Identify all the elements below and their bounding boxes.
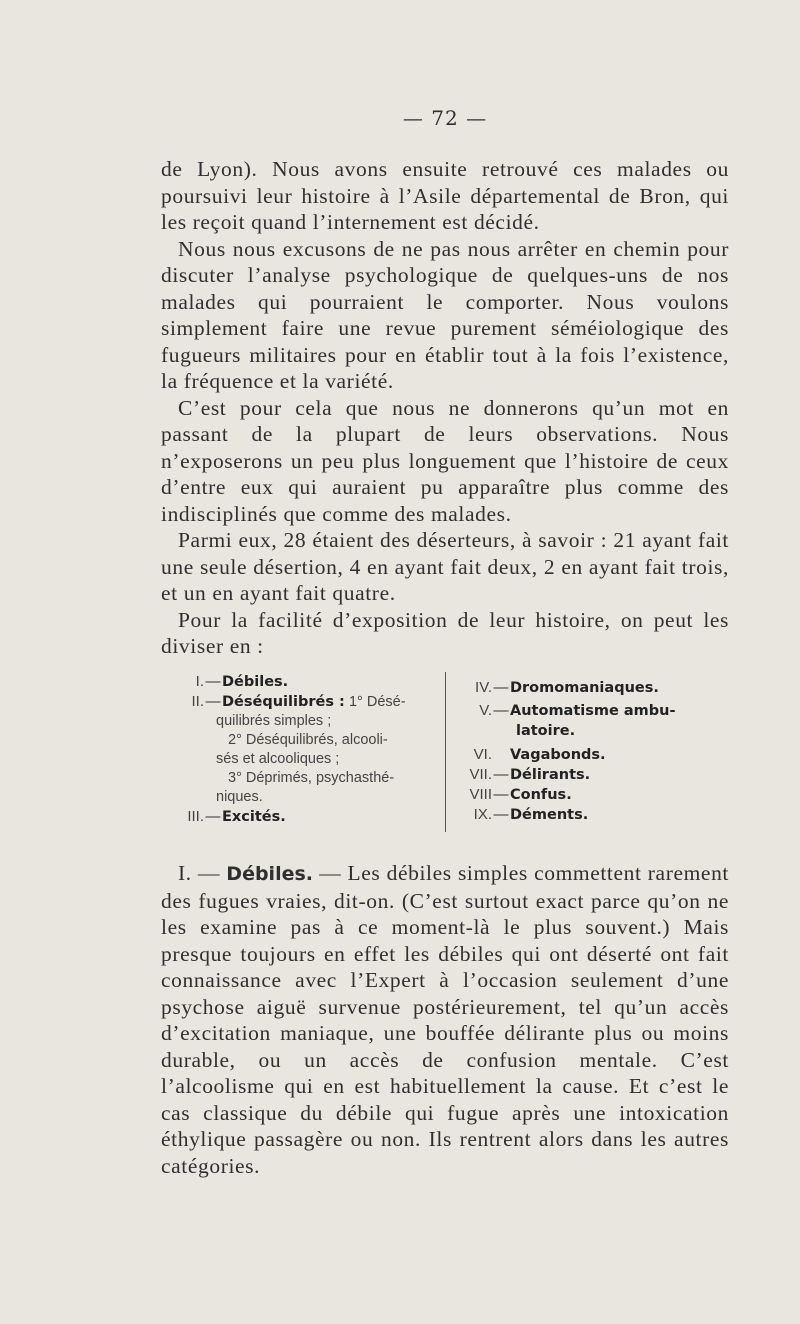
class-entry-7 (454, 765, 754, 785)
entry-label: Délirants. (510, 767, 591, 783)
entry-number: IV. (475, 679, 492, 696)
class-entry-9 (454, 805, 754, 825)
entry-subitem: 3° Déprimés, psychasthé- (228, 770, 395, 786)
entry-number: I. (195, 673, 204, 690)
entry-label: Automatisme ambu- (510, 703, 676, 719)
entry-label: Excités. (222, 809, 286, 825)
class-entry-2 (160, 692, 420, 712)
entry-dash: — (493, 806, 509, 823)
entry-label: Dromomaniaques. (510, 680, 659, 696)
class-entry-5 (454, 701, 754, 721)
entry-number: VIII (469, 786, 492, 803)
entry-label-continuation (454, 721, 754, 741)
classification-table (160, 672, 740, 832)
class-entry-3 (160, 807, 420, 827)
entry-subitem: sés et alcooliques ; (216, 751, 340, 767)
section-text: — Les débiles simples commettent rarement des fugues vraies, dit-on. (C’est surtout exact parce qu’on ne les examine pas à ce moment-là le plus souvent.) Mais presque toujours en effet les débiles qui ont déserté ont fait connaissance avec l’Expert à l’occasion seulement d’une psychose aiguë survenue postérieurement, tel qu’un accès d’excitation maniaque, une bouffée délirante plus ou moins durable, ou un accès de confusion mentale. C’est l’alcoolisme qui en est habituellement la cause. Et c’est le cas classique du débile qui fugue après une intoxication éthylique passagère ou non. Ils rentrent alors dans les autres catégories. (161, 861, 729, 1178)
entry-dash: — (493, 702, 509, 719)
section-heading: Débiles. (226, 863, 313, 885)
paragraph: Parmi eux, 28 étaient des déserteurs, à savoir : 21 ayant fait une seule désertion, 4 en ayant fait deux, 2 en ayant fait trois, et un en ayant fait quatre. (161, 528, 729, 605)
paragraph: C’est pour cela que nous ne donnerons qu’un mot en passant de la plupart de leurs observations. Nous n’exposerons un peu plus longuement que l’histoire de ceux d’entre eux qui auraient pu apparaître plus comme des indisciplinés que comme des malades. (161, 395, 729, 526)
entry-label: Déséquilibrés : (222, 694, 345, 710)
entry-number: II. (191, 693, 204, 710)
entry-label: Déments. (510, 807, 589, 823)
entry-subitem: 2° Déséquilibrés, alcooli- (228, 732, 388, 748)
classification-right-column (454, 672, 754, 825)
paragraph (161, 860, 729, 1179)
entry-number: VI. (473, 746, 492, 763)
entry-dash: — (493, 679, 509, 696)
paragraph: Pour la facilité d’exposition de leur histoire, on peut les diviser en : (161, 607, 729, 658)
entry-label: Vagabonds. (510, 747, 606, 763)
intro-text (161, 156, 729, 660)
entry-label: Confus. (510, 787, 572, 803)
entry-dash: — (205, 673, 221, 690)
section-number: I. — (178, 861, 221, 885)
page-number: — 72 — (402, 106, 488, 130)
classification-left-column (160, 672, 420, 827)
class-entry-1 (160, 672, 420, 692)
entry-number: VII. (469, 766, 492, 783)
section-debiles (161, 860, 729, 1179)
class-entry-6 (454, 745, 754, 765)
entry-subitem: niques. (216, 789, 263, 805)
paragraph: Nous nous excusons de ne pas nous arrêter en chemin pour discuter l’analyse psychologique de quelques-uns de nos malades qui pourraient le comporter. Nous voulons simplement faire une revue purement séméiologique des fugueurs militaires pour en établir tout à la fois l’existence, la fréquence et la variété. (161, 236, 729, 393)
column-divider (445, 672, 446, 832)
entry-number: IX. (473, 806, 492, 823)
paragraph: de Lyon). Nous avons ensuite retrouvé ces malades ou poursuivi leur histoire à l’Asile départemental de Bron, qui les reçoit quand l’internement est décidé. (161, 157, 729, 234)
entry-number: III. (187, 808, 204, 825)
entry-dash: — (205, 808, 221, 825)
entry-dash: — (493, 786, 509, 803)
entry-dash: — (493, 766, 509, 783)
entry-subitem: 1° Désé- (348, 694, 406, 710)
entry-subitem: quilibrés simples ; (216, 713, 332, 729)
entry-label: latoire. (516, 723, 576, 739)
entry-number: V. (479, 702, 492, 719)
entry-dash: — (205, 693, 221, 710)
class-entry-8 (454, 785, 754, 805)
class-entry-4 (454, 678, 754, 698)
entry-label: Débiles. (222, 674, 289, 690)
